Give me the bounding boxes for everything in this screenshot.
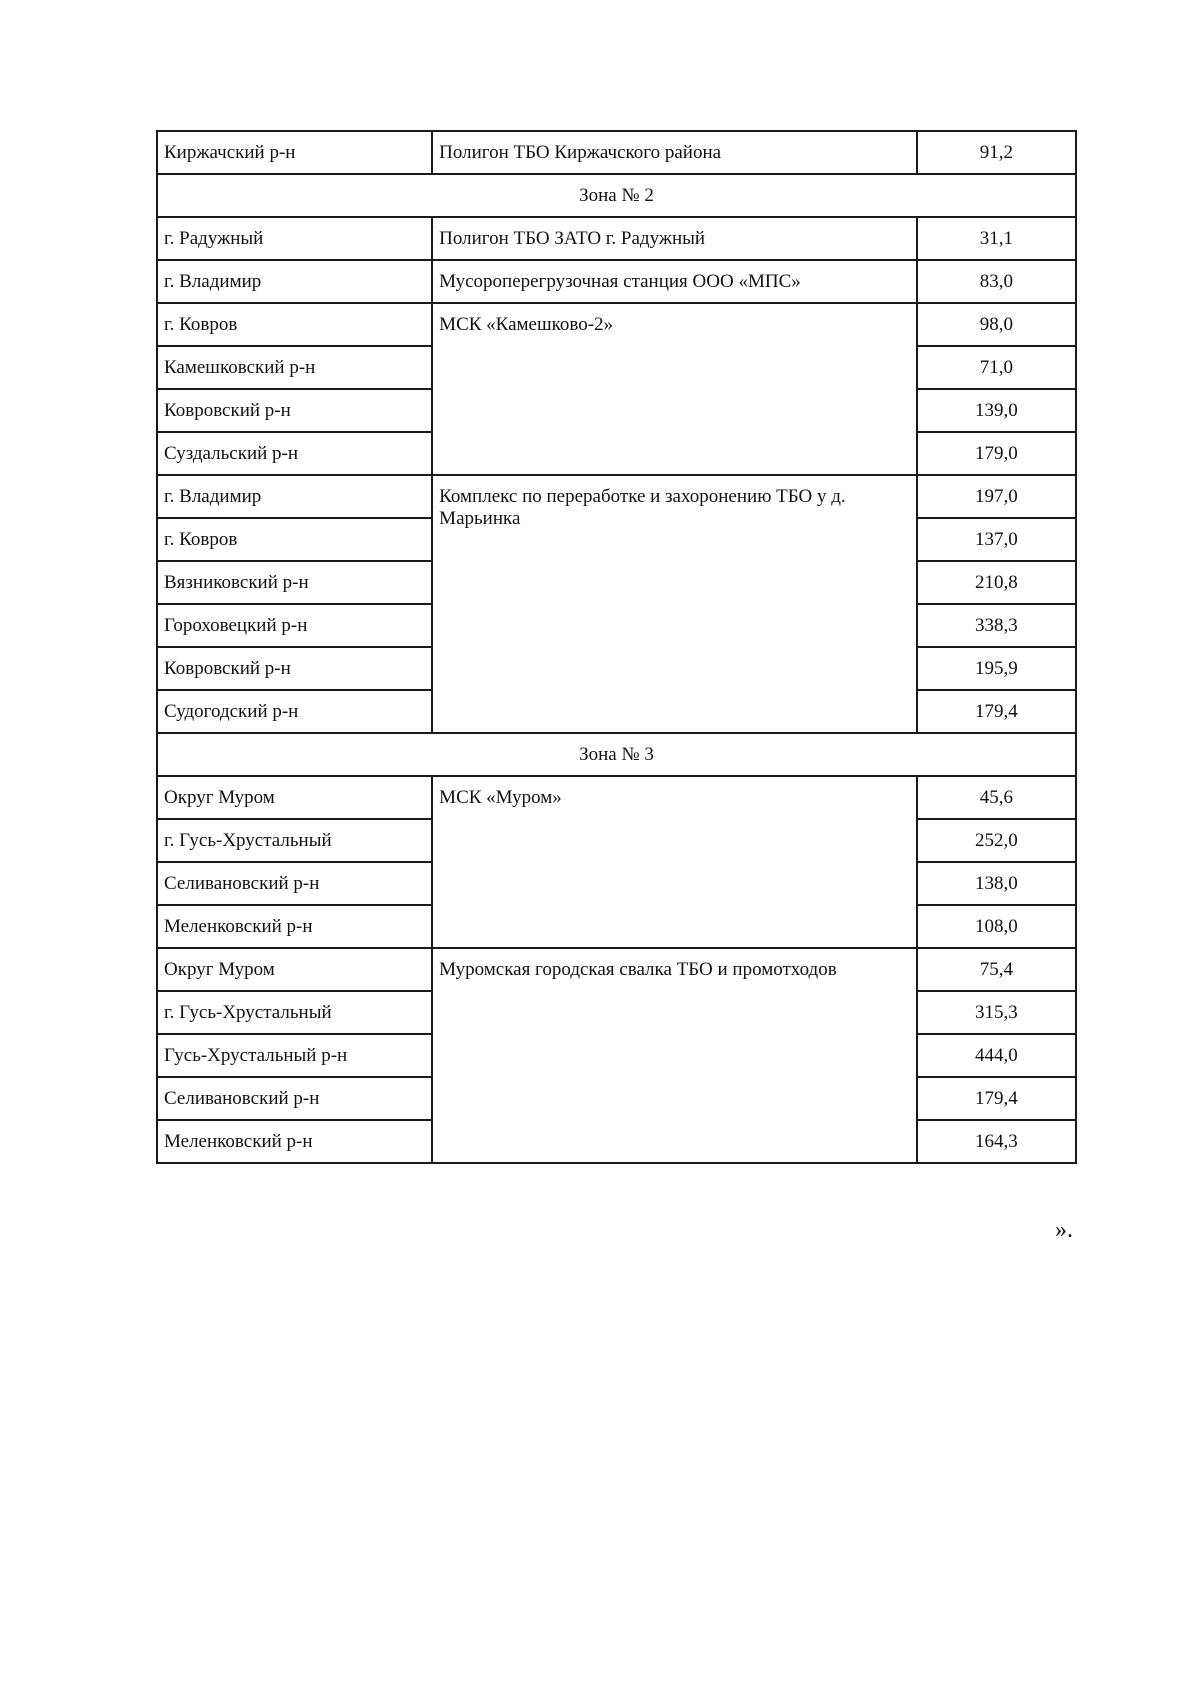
area-cell: г. Владимир: [157, 475, 432, 518]
distance-cell: 83,0: [917, 260, 1076, 303]
closing-quote-mark: ».: [1055, 1217, 1073, 1243]
table-row: [157, 217, 1076, 260]
zone-header-row: [157, 174, 1076, 217]
site-cell: МСК «Муром»: [432, 776, 917, 948]
distance-cell: 91,2: [917, 131, 1076, 174]
distance-cell: 315,3: [917, 991, 1076, 1034]
zone-label: Зона № 2: [157, 174, 1076, 217]
distance-cell: 139,0: [917, 389, 1076, 432]
area-cell: г. Гусь-Хрустальный: [157, 991, 432, 1034]
area-cell: г. Ковров: [157, 518, 432, 561]
table-row: [157, 475, 1076, 518]
area-cell: Селивановский р-н: [157, 1077, 432, 1120]
site-cell: Муромская городская свалка ТБО и промотходов: [432, 948, 917, 1163]
table-row: [157, 131, 1076, 174]
table-row: [157, 948, 1076, 991]
distance-cell: 71,0: [917, 346, 1076, 389]
distance-cell: 138,0: [917, 862, 1076, 905]
area-cell: Гороховецкий р-н: [157, 604, 432, 647]
distance-cell: 179,4: [917, 690, 1076, 733]
area-cell: Киржачский р-н: [157, 131, 432, 174]
area-cell: Ковровский р-н: [157, 647, 432, 690]
distance-cell: 164,3: [917, 1120, 1076, 1163]
area-cell: Вязниковский р-н: [157, 561, 432, 604]
area-cell: Меленковский р-н: [157, 905, 432, 948]
area-cell: г. Гусь-Хрустальный: [157, 819, 432, 862]
distance-cell: 197,0: [917, 475, 1076, 518]
area-cell: Суздальский р-н: [157, 432, 432, 475]
distance-cell: 252,0: [917, 819, 1076, 862]
distance-cell: 444,0: [917, 1034, 1076, 1077]
distance-cell: 195,9: [917, 647, 1076, 690]
distance-cell: 137,0: [917, 518, 1076, 561]
area-cell: Камешковский р-н: [157, 346, 432, 389]
table-row: [157, 260, 1076, 303]
area-cell: Округ Муром: [157, 776, 432, 819]
zone-header-row: [157, 733, 1076, 776]
distance-cell: 75,4: [917, 948, 1076, 991]
table-row: [157, 776, 1076, 819]
distance-cell: 210,8: [917, 561, 1076, 604]
area-cell: г. Владимир: [157, 260, 432, 303]
waste-sites-table: [156, 130, 1077, 1164]
site-cell: Полигон ТБО ЗАТО г. Радужный: [432, 217, 917, 260]
area-cell: Меленковский р-н: [157, 1120, 432, 1163]
area-cell: Судогодский р-н: [157, 690, 432, 733]
distance-cell: 179,0: [917, 432, 1076, 475]
area-cell: Селивановский р-н: [157, 862, 432, 905]
table-row: [157, 303, 1076, 346]
distance-cell: 338,3: [917, 604, 1076, 647]
site-cell: Комплекс по переработке и захоронению ТБО у д. Марьинка: [432, 475, 917, 733]
area-cell: г. Ковров: [157, 303, 432, 346]
site-cell: Полигон ТБО Киржачского района: [432, 131, 917, 174]
area-cell: Ковровский р-н: [157, 389, 432, 432]
distance-cell: 98,0: [917, 303, 1076, 346]
area-cell: Округ Муром: [157, 948, 432, 991]
distance-cell: 45,6: [917, 776, 1076, 819]
area-cell: Гусь-Хрустальный р-н: [157, 1034, 432, 1077]
zone-label: Зона № 3: [157, 733, 1076, 776]
distance-cell: 108,0: [917, 905, 1076, 948]
site-cell: Мусороперегрузочная станция ООО «МПС»: [432, 260, 917, 303]
table-body: [157, 131, 1076, 1163]
area-cell: г. Радужный: [157, 217, 432, 260]
distance-cell: 31,1: [917, 217, 1076, 260]
site-cell: МСК «Камешково-2»: [432, 303, 917, 475]
distance-cell: 179,4: [917, 1077, 1076, 1120]
